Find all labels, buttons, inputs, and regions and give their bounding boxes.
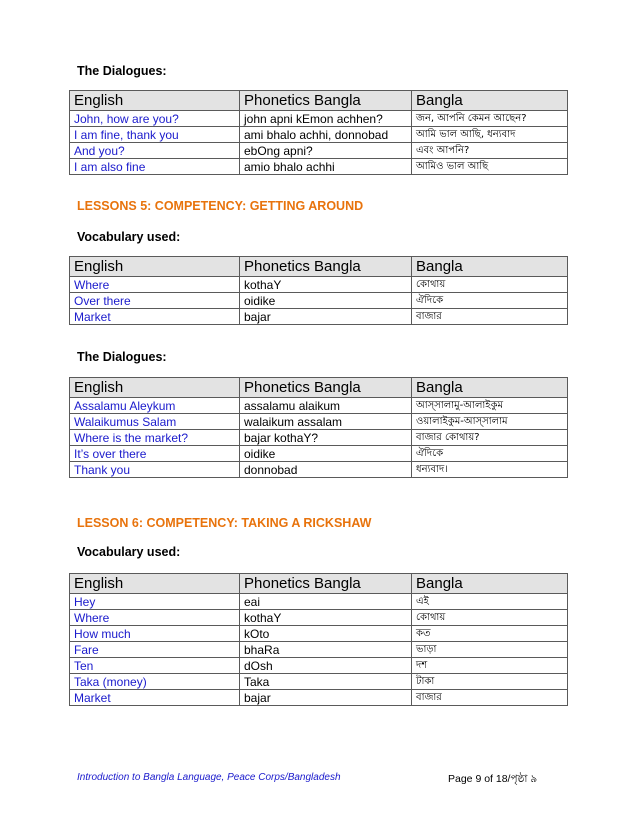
bangla-cell: টাকা	[412, 674, 568, 690]
english-cell: Assalamu Aleykum	[70, 398, 240, 414]
english-cell: John, how are you?	[70, 111, 240, 127]
table-row	[70, 446, 568, 462]
table-row	[70, 398, 568, 414]
english-cell: I am also fine	[70, 159, 240, 175]
english-cell: Thank you	[70, 462, 240, 478]
english-cell: Ten	[70, 658, 240, 674]
bangla-cell: ধন্যবাদ।	[412, 462, 568, 478]
english-cell: I am fine, thank you	[70, 127, 240, 143]
column-header-phonetics: Phonetics Bangla	[240, 257, 412, 277]
table-row	[70, 143, 568, 159]
column-header-english: English	[70, 574, 240, 594]
table-row	[70, 430, 568, 446]
vocabulary-table-2	[69, 573, 568, 706]
phonetics-cell: oidike	[240, 446, 412, 462]
bangla-cell: কত	[412, 626, 568, 642]
bangla-cell: আস্সালামু-আলাইকুম	[412, 398, 568, 414]
phonetics-cell: amio bhalo achhi	[240, 159, 412, 175]
column-header-phonetics: Phonetics Bangla	[240, 91, 412, 111]
table-header-row	[70, 257, 568, 277]
section-heading: Vocabulary used:	[77, 545, 181, 559]
table-row	[70, 674, 568, 690]
column-header-bangla: Bangla	[412, 257, 568, 277]
phonetics-cell: donnobad	[240, 462, 412, 478]
column-header-english: English	[70, 257, 240, 277]
bangla-cell: আমিও ভাল আছি	[412, 159, 568, 175]
phonetics-cell: assalamu alaikum	[240, 398, 412, 414]
phonetics-cell: kothaY	[240, 610, 412, 626]
dialogue-table-1	[69, 90, 568, 175]
column-header-english: English	[70, 91, 240, 111]
english-cell: How much	[70, 626, 240, 642]
bangla-cell: বাজার কোথায়?	[412, 430, 568, 446]
vocabulary-table-1	[69, 256, 568, 325]
english-cell: Taka (money)	[70, 674, 240, 690]
bangla-cell: ঐদিকে	[412, 293, 568, 309]
table-row	[70, 658, 568, 674]
english-cell: Fare	[70, 642, 240, 658]
english-cell: Walaikumus Salam	[70, 414, 240, 430]
phonetics-cell: ami bhalo achhi, donnobad	[240, 127, 412, 143]
phonetics-cell: kothaY	[240, 277, 412, 293]
bangla-cell: এই	[412, 594, 568, 610]
bangla-cell: ঐদিকে	[412, 446, 568, 462]
phonetics-cell: bajar	[240, 690, 412, 706]
bangla-cell: বাজার	[412, 309, 568, 325]
english-cell: Where is the market?	[70, 430, 240, 446]
section-heading: The Dialogues:	[77, 64, 167, 78]
phonetics-cell: eai	[240, 594, 412, 610]
bangla-cell: কোথায়	[412, 610, 568, 626]
column-header-phonetics: Phonetics Bangla	[240, 378, 412, 398]
table-row	[70, 277, 568, 293]
table-row	[70, 309, 568, 325]
phonetics-cell: kOto	[240, 626, 412, 642]
phonetics-cell: Taka	[240, 674, 412, 690]
column-header-bangla: Bangla	[412, 378, 568, 398]
phonetics-cell: dOsh	[240, 658, 412, 674]
bangla-cell: ভাড়া	[412, 642, 568, 658]
english-cell: Hey	[70, 594, 240, 610]
english-cell: Market	[70, 309, 240, 325]
bangla-cell: বাজার	[412, 690, 568, 706]
table-row	[70, 594, 568, 610]
footer-document-title: Introduction to Bangla Language, Peace Corps/Bangladesh	[77, 772, 341, 783]
table-row	[70, 610, 568, 626]
column-header-bangla: Bangla	[412, 574, 568, 594]
bangla-cell: এবং আপনি?	[412, 143, 568, 159]
english-cell: And you?	[70, 143, 240, 159]
phonetics-cell: oidike	[240, 293, 412, 309]
phonetics-cell: bhaRa	[240, 642, 412, 658]
phonetics-cell: bajar kothaY?	[240, 430, 412, 446]
table-header-row	[70, 91, 568, 111]
english-cell: It’s over there	[70, 446, 240, 462]
table-row	[70, 642, 568, 658]
section-heading: The Dialogues:	[77, 350, 167, 364]
table-row	[70, 462, 568, 478]
bangla-cell: ওয়ালাইকুম-আস্সালাম	[412, 414, 568, 430]
lesson-title: LESSON 6: COMPETENCY: TAKING A RICKSHAW	[77, 516, 372, 530]
section-heading: Vocabulary used:	[77, 230, 181, 244]
table-row	[70, 414, 568, 430]
english-cell: Where	[70, 610, 240, 626]
footer-page-number: Page 9 of 18/পৃষ্ঠা ৯	[448, 773, 538, 785]
bangla-cell: আমি ভাল আছি, ধন্যবাদ	[412, 127, 568, 143]
table-row	[70, 690, 568, 706]
dialogue-table-2	[69, 377, 568, 478]
column-header-bangla: Bangla	[412, 91, 568, 111]
lesson-title: LESSONS 5: COMPETENCY: GETTING AROUND	[77, 199, 364, 213]
bangla-cell: দশ	[412, 658, 568, 674]
bangla-cell: জন, আপনি কেমন আছেন?	[412, 111, 568, 127]
table-header-row	[70, 574, 568, 594]
phonetics-cell: bajar	[240, 309, 412, 325]
column-header-phonetics: Phonetics Bangla	[240, 574, 412, 594]
table-row	[70, 111, 568, 127]
table-row	[70, 293, 568, 309]
english-cell: Market	[70, 690, 240, 706]
english-cell: Over there	[70, 293, 240, 309]
column-header-english: English	[70, 378, 240, 398]
phonetics-cell: walaikum assalam	[240, 414, 412, 430]
bangla-cell: কোথায়	[412, 277, 568, 293]
table-row	[70, 127, 568, 143]
table-header-row	[70, 378, 568, 398]
table-row	[70, 626, 568, 642]
phonetics-cell: john apni kEmon achhen?	[240, 111, 412, 127]
table-row	[70, 159, 568, 175]
phonetics-cell: ebOng apni?	[240, 143, 412, 159]
english-cell: Where	[70, 277, 240, 293]
